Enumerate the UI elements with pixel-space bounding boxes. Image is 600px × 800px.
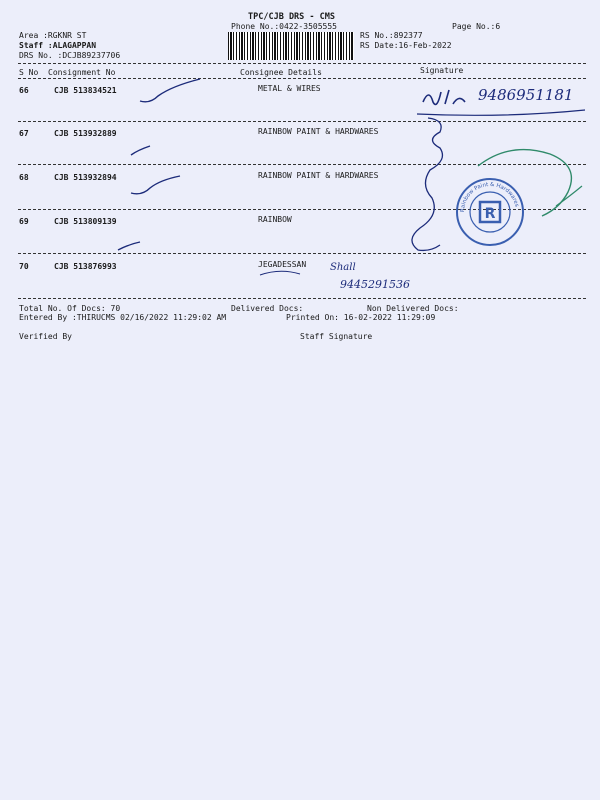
verified-by: Verified By bbox=[19, 332, 72, 341]
total-docs: Total No. Of Docs: 70 bbox=[19, 304, 121, 313]
divider bbox=[18, 253, 586, 254]
row-66-sno: 66 bbox=[19, 86, 29, 95]
company-stamp bbox=[454, 176, 526, 248]
area-label: Area :RGKNR ST bbox=[19, 31, 87, 40]
row-68-consignee: RAINBOW PAINT & HARDWARES bbox=[258, 171, 379, 180]
row-68-sno: 68 bbox=[19, 173, 29, 182]
drs-number: DRS No. :DCJB89237706 bbox=[19, 51, 121, 60]
row-69-consignee: RAINBOW bbox=[258, 215, 292, 224]
staff-label: Staff :ALAGAPPAN bbox=[19, 41, 97, 50]
svg-text:Rainbow Paint & Hardwares: Rainbow Paint & Hardwares bbox=[459, 181, 520, 213]
staff-signature: Staff Signature bbox=[300, 332, 373, 341]
printed-on: Printed On: 16-02-2022 11:29:09 bbox=[286, 313, 436, 322]
column-signature: Signature bbox=[420, 66, 464, 75]
divider bbox=[18, 121, 586, 122]
handwritten-name-2: Shall bbox=[330, 262, 356, 273]
column-sno: S No bbox=[19, 68, 39, 77]
row-70-sno: 70 bbox=[19, 262, 29, 271]
row-69-consignment: CJB 513809139 bbox=[54, 217, 117, 226]
row-70-consignee: JEGADESSAN bbox=[258, 260, 307, 269]
row-66-consignee: METAL & WIRES bbox=[258, 84, 321, 93]
column-consignee: Consignee Details bbox=[240, 68, 322, 77]
handwritten-phone-1: 9486951181 bbox=[478, 86, 574, 104]
row-67-sno: 67 bbox=[19, 129, 29, 138]
row-68-consignment: CJB 513932894 bbox=[54, 173, 117, 182]
row-67-consignee: RAINBOW PAINT & HARDWARES bbox=[258, 127, 379, 136]
delivered-docs: Delivered Docs: bbox=[231, 304, 304, 313]
divider bbox=[18, 298, 586, 299]
rs-number: RS No.:892377 bbox=[360, 31, 423, 40]
document-title: TPC/CJB DRS - CMS bbox=[248, 12, 335, 22]
row-70-consignment: CJB 513876993 bbox=[54, 262, 117, 271]
non-delivered-docs: Non Delivered Docs: bbox=[367, 304, 459, 313]
divider bbox=[18, 164, 586, 165]
phone-number: Phone No.:0422-3505555 bbox=[231, 22, 337, 31]
barcode-icon bbox=[228, 32, 354, 60]
svg-text:R: R bbox=[484, 206, 496, 222]
column-consignment: Consignment No bbox=[48, 68, 116, 77]
row-67-consignment: CJB 513932889 bbox=[54, 129, 117, 138]
row-66-consignment: CJB 513834521 bbox=[54, 86, 117, 95]
page-number: Page No.:6 bbox=[452, 22, 501, 31]
handwritten-phone-2: 9445291536 bbox=[340, 278, 410, 291]
row-69-sno: 69 bbox=[19, 217, 29, 226]
rs-date: RS Date:16-Feb-2022 bbox=[360, 41, 452, 50]
divider bbox=[18, 78, 586, 79]
divider bbox=[18, 63, 586, 64]
stamp-icon bbox=[454, 176, 526, 248]
entered-by: Entered By :THIRUCMS 02/16/2022 11:29:02 AM bbox=[19, 313, 227, 322]
